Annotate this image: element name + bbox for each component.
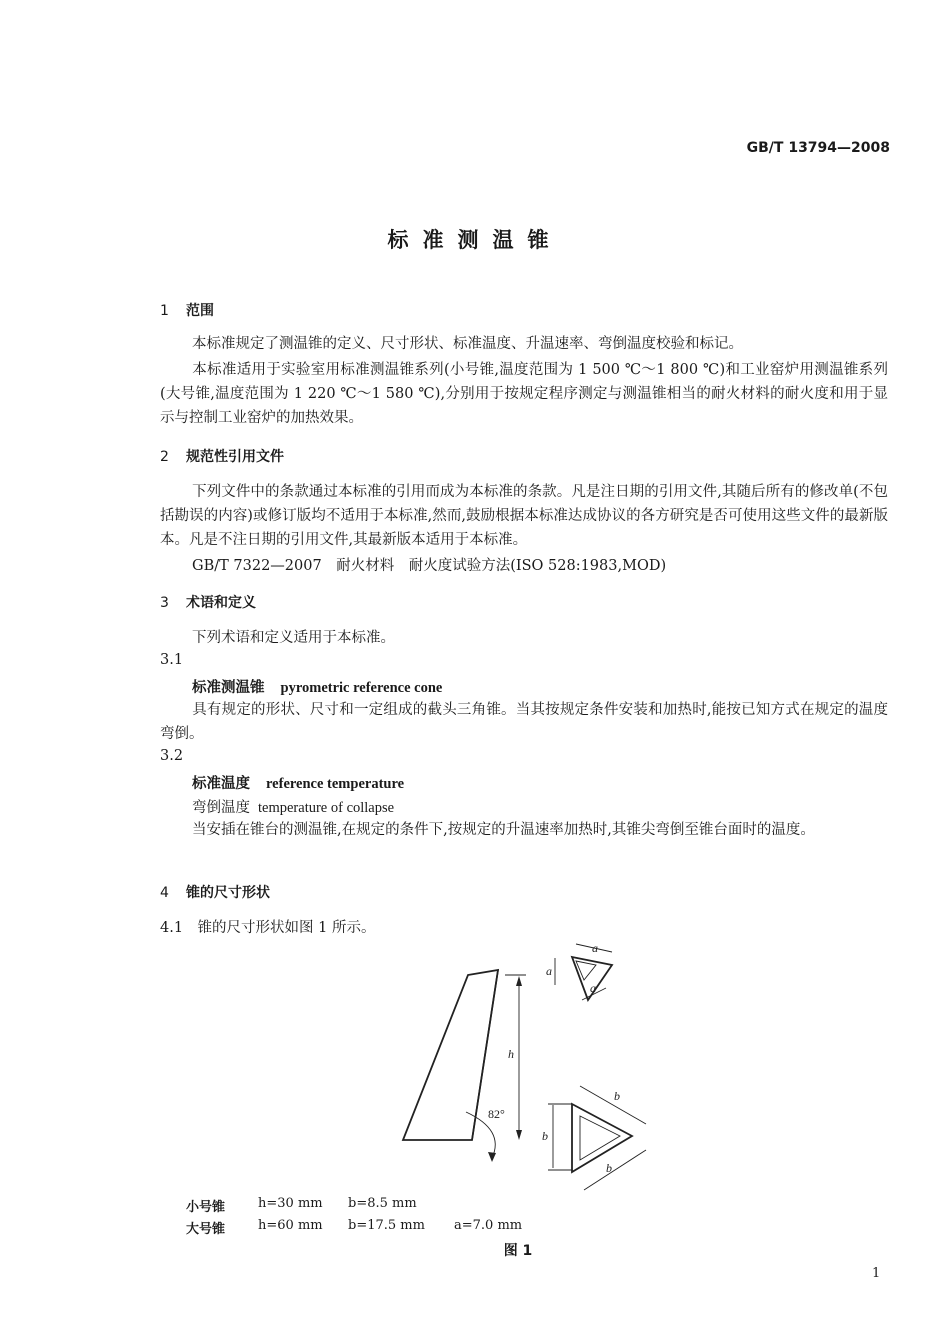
paragraph-text: 本标准规定了测温锥的定义、尺寸形状、标准温度、升温速率、弯倒温度校验和标记。: [192, 336, 743, 352]
paragraph-text: 下列文件中的条款通过本标准的引用而成为本标准的条款。凡是注日期的引用文件,其随后所有的修改单(不包括勘误的内容)或修订版均不适用于本标准,然而,鼓励根据本标准达成协议的各方研究是否可使用这些文件的最新版本。凡是不注日期的引用文件,其最新版本适用于本标准。: [160, 484, 888, 548]
term-cn: 标准温度: [192, 775, 250, 792]
term-en: reference temperature: [266, 776, 405, 792]
large-cone-h: h=60 mm: [258, 1218, 323, 1233]
large-dim-b-lower: [584, 1150, 646, 1190]
definition-text: 当安插在锥台的测温锥,在规定的条件下,按规定的升温速率加热时,其锥尖弯倒至锥台面时的温度。: [192, 822, 815, 838]
paragraph-text: 本标准适用于实验室用标准测温锥系列(小号锥,温度范围为 1 500 ℃～1 800 ℃)和工业窑炉用测温锥系列(大号锥,温度范围为 1 220 ℃～1 580 ℃),分别用于按规定程序测定与测温锥相当的耐火材料的耐火度和用于显示与控制工业窑炉的加热效果。: [160, 362, 888, 426]
large-dim-b-upper: [580, 1086, 646, 1124]
label-h: h: [508, 1047, 514, 1061]
angle-arrow: [488, 1152, 496, 1162]
section-title: 规范性引用文件: [186, 449, 284, 465]
alt-term-cn: 弯倒温度: [192, 800, 250, 816]
small-cone-b: b=8.5 mm: [348, 1196, 417, 1211]
large-cone-a: a=7.0 mm: [454, 1218, 523, 1233]
alt-term-en: temperature of collapse: [258, 800, 395, 816]
term-cn: 标准测温锥: [192, 679, 265, 696]
document-title: 标准测温锥: [387, 227, 563, 252]
section-number: 3: [160, 595, 169, 611]
clause-4-1: 4.1 锥的尺寸形状如图 1 所示。: [160, 920, 376, 936]
page-number: 1: [872, 1266, 881, 1281]
section-title: 术语和定义: [186, 595, 256, 611]
label-b-lower: b: [606, 1161, 612, 1175]
height-arrow-bottom: [516, 1130, 522, 1140]
section-title: 范围: [186, 303, 214, 319]
cone-base-view-large: [572, 1104, 632, 1172]
clause-3-1-number: 3.1: [160, 652, 184, 668]
label-angle: 82°: [488, 1107, 505, 1121]
height-arrow-top: [516, 976, 522, 986]
section-number: 2: [160, 449, 169, 465]
label-b-left: b: [542, 1129, 548, 1143]
figure-caption: 图 1: [503, 1243, 533, 1259]
standard-code: GB/T 13794—2008: [746, 140, 890, 156]
section-number: 4: [160, 885, 169, 901]
term-en: pyrometric reference cone: [280, 680, 443, 696]
label-a-top: a: [592, 941, 598, 955]
large-cone-name: 大号锥: [186, 1222, 226, 1237]
section-3-intro: 下列术语和定义适用于本标准。: [192, 630, 395, 646]
normative-reference: GB/T 7322—2007 耐火材料 耐火度试验方法(ISO 528:1983,MOD): [192, 558, 667, 574]
section-number: 1: [160, 303, 169, 319]
clause-3-2-number: 3.2: [160, 748, 184, 764]
definition-text: 具有规定的形状、尺寸和一定组成的截头三角锥。当其按规定条件安装和加热时,能按已知方式在规定的温度弯倒。: [160, 702, 888, 742]
label-a-left: a: [546, 964, 552, 978]
section-title: 锥的尺寸形状: [186, 885, 270, 901]
label-a-lower: a: [590, 981, 596, 995]
cone-side-view: [403, 970, 498, 1140]
small-cone-name: 小号锥: [186, 1200, 226, 1215]
cone-base-view-large-inner: [580, 1116, 620, 1160]
small-cone-h: h=30 mm: [258, 1196, 323, 1211]
label-b-top: b: [614, 1089, 620, 1103]
large-cone-b: b=17.5 mm: [348, 1218, 425, 1233]
